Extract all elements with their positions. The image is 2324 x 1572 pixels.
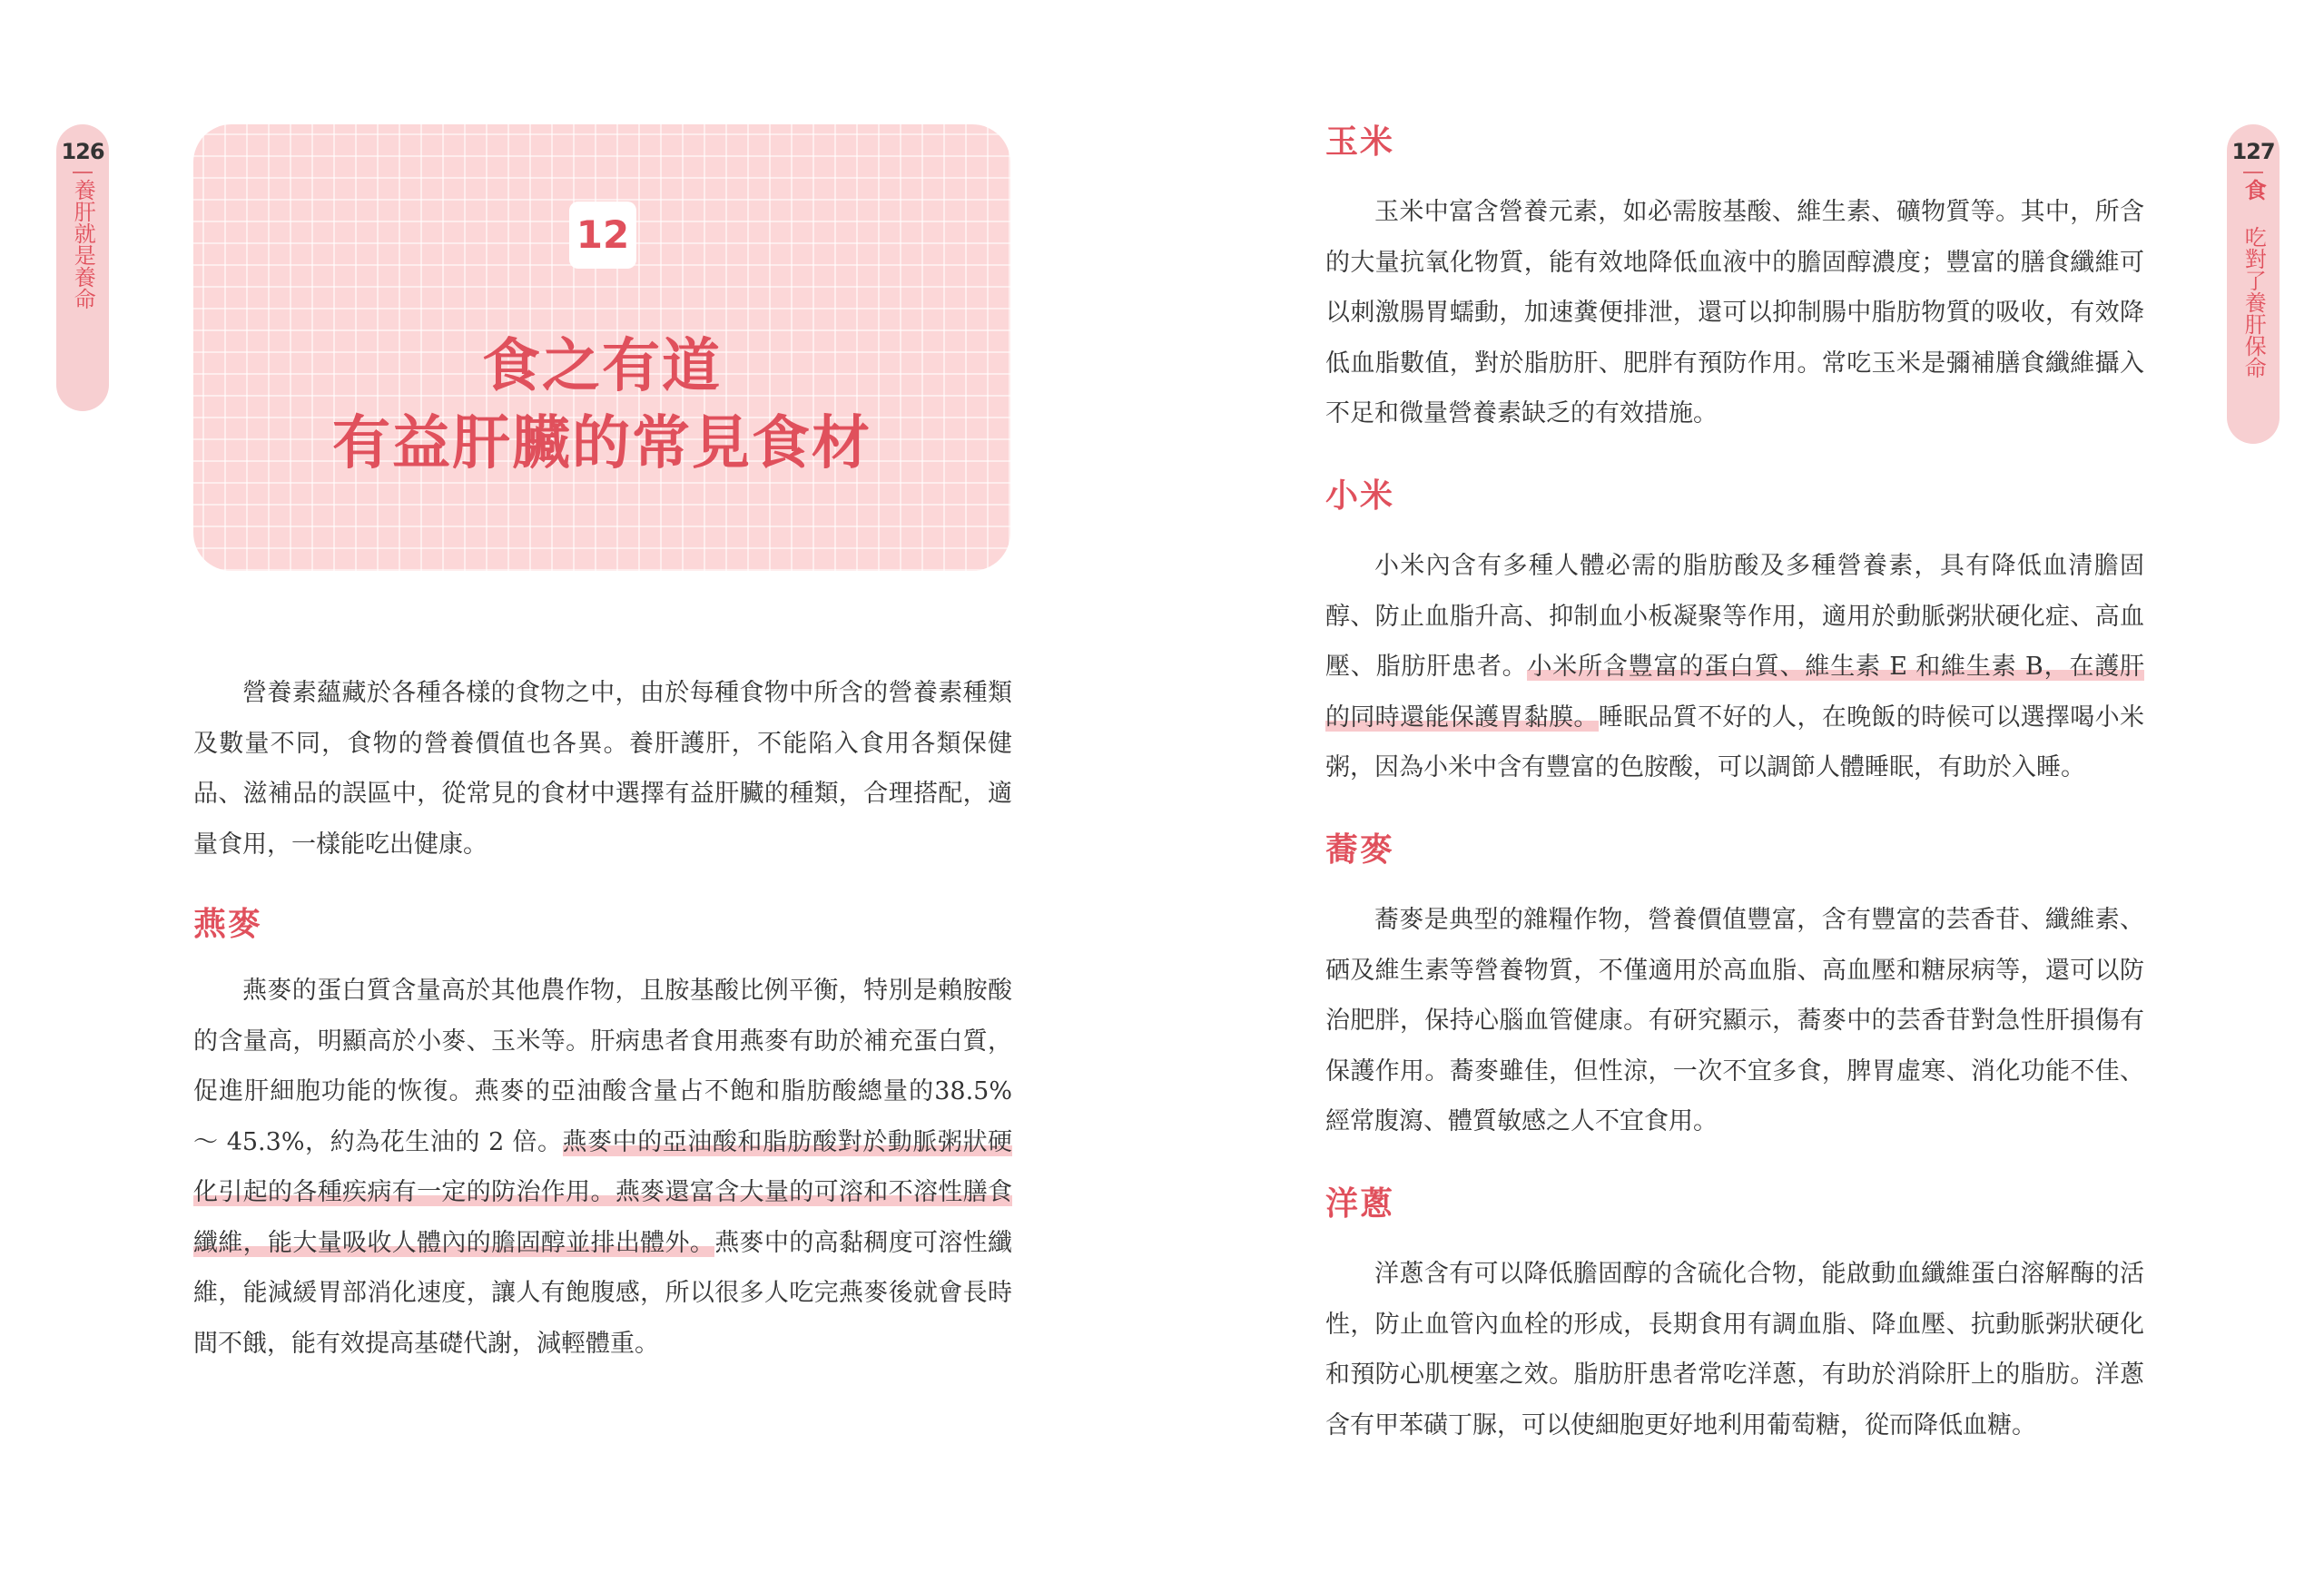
- intro-paragraph: 營養素蘊藏於各種各樣的食物之中，由於每種食物中所含的營養素種類及數量不同，食物的營養價值也各異。養肝護肝，不能陷入食用各類保健品、滋補品的誤區中，從常見的食材中選擇有益肝臟的種類，合理搭配，適量食用，一樣能吃出健康。: [193, 679, 1012, 859]
- right-side-label: 吃對了養肝保命: [2240, 226, 2267, 378]
- oats-paragraph: [193, 966, 1012, 1369]
- tab-divider: [73, 172, 93, 173]
- chapter-title-line2: 有益肝臟的常見食材: [332, 410, 872, 477]
- millet-paragraph: [1325, 541, 2144, 793]
- right-page: [1162, 0, 2324, 1572]
- tab-divider: [2243, 172, 2263, 173]
- left-side-label: 養肝就是養命: [70, 179, 96, 309]
- buckwheat-paragraph: 蕎麥是典型的雜糧作物，營養價值豐富，含有豐富的芸香苷、纖維素、硒及維生素等營養物質，不僅適用於高血脂、高血壓和糖尿病等，還可以防治肥胖，保持心腦血管健康。有研究顯示，蕎麥中的芸香苷對急性肝損傷有保護作用。蕎麥雖佳，但性涼，一次不宜多食，脾胃虛寒、消化功能不佳、經常腹瀉、體質敏感之人不宜食用。: [1325, 906, 2144, 1135]
- millet-highlight: 小米所含豐富的蛋白質、維生素 E 和維生素 B，在護肝的同時還能保護胃黏膜。: [1325, 653, 2144, 732]
- right-side-tab: [2227, 124, 2280, 444]
- onion-paragraph: 洋蔥含有可以降低膽固醇的含硫化合物，能啟動血纖維蛋白溶解酶的活性，防止血管內血栓的形成，長期食用有調血脂、降血壓、抗動脈粥狀硬化和預防心肌梗塞之效。脂肪肝患者常吃洋蔥，有助於消除肝上的脂肪。洋蔥含有甲苯磺丁脲，可以使細胞更好地利用葡萄糖，從而降低血糖。: [1325, 1260, 2144, 1439]
- page-number-right: 127: [2231, 139, 2275, 164]
- oats-text-before: 燕麥的蛋白質含量高於其他農作物，且胺基酸比例平衡，特別是賴胺酸的含量高，明顯高於小麥、玉米等。肝病患者食用燕麥有助於補充蛋白質，促進肝細胞功能的恢復。燕麥的亞油酸含量占不飽和脂肪酸總量的38.5% ～ 45.3%，約為花生油的 2 倍。: [193, 977, 1012, 1156]
- chapter-title-line1: 食之有道: [482, 333, 722, 400]
- section-title-millet: 小米: [1325, 477, 1395, 515]
- corn-paragraph: 玉米中富含營養元素，如必需胺基酸、維生素、礦物質等。其中，所含的大量抗氧化物質，能有效地降低血液中的膽固醇濃度；豐富的膳食纖維可以刺激腸胃蠕動，加速糞便排泄，還可以抑制腸中脂肪物質的吸收，有效降低血脂數值，對於脂肪肝、肥胖有預防作用。常吃玉米是彌補膳食纖維攝入不足和微量營養素缺乏的有效措施。: [1325, 198, 2144, 427]
- section-title-onion: 洋蔥: [1325, 1185, 1395, 1223]
- chapter-number: 12: [569, 201, 636, 269]
- chapter-card: [193, 124, 1010, 571]
- section-title-oats: 燕麥: [193, 906, 263, 943]
- left-side-tab: [56, 124, 109, 411]
- oats-highlight: 燕麥中的亞油酸和脂肪酸對於動脈粥狀硬化引起的各種疾病有一定的防治作用。燕麥還富含大量的可溶和不溶性膳食纖維，能大量吸收人體內的膽固醇並排出體外。: [193, 1127, 1013, 1257]
- section-title-buckwheat: 蕎麥: [1325, 831, 1395, 869]
- millet-text-after: 睡眠品質不好的人，在晚飯的時候可以選擇喝小米粥，因為小米中含有豐富的色胺酸，可以調節人體睡眠，有助於入睡。: [1325, 702, 2144, 781]
- section-title-corn: 玉米: [1325, 123, 1395, 161]
- millet-text-before: 小米內含有多種人體必需的脂肪酸及多種營養素，具有降低血清膽固醇、防止血脂升高、抑制血小板凝聚等作用，適用於動脈粥狀硬化症、高血壓、脂肪肝患者。: [1325, 552, 2144, 681]
- oats-text-after: 燕麥中的高黏稠度可溶性纖維，能減緩胃部消化速度，讓人有飽腹感，所以很多人吃完燕麥後就會長時間不餓，能有效提高基礎代謝，減輕體重。: [193, 1228, 1012, 1358]
- right-side-label-bold: 食: [2240, 179, 2267, 201]
- page-number-left: 126: [61, 139, 104, 164]
